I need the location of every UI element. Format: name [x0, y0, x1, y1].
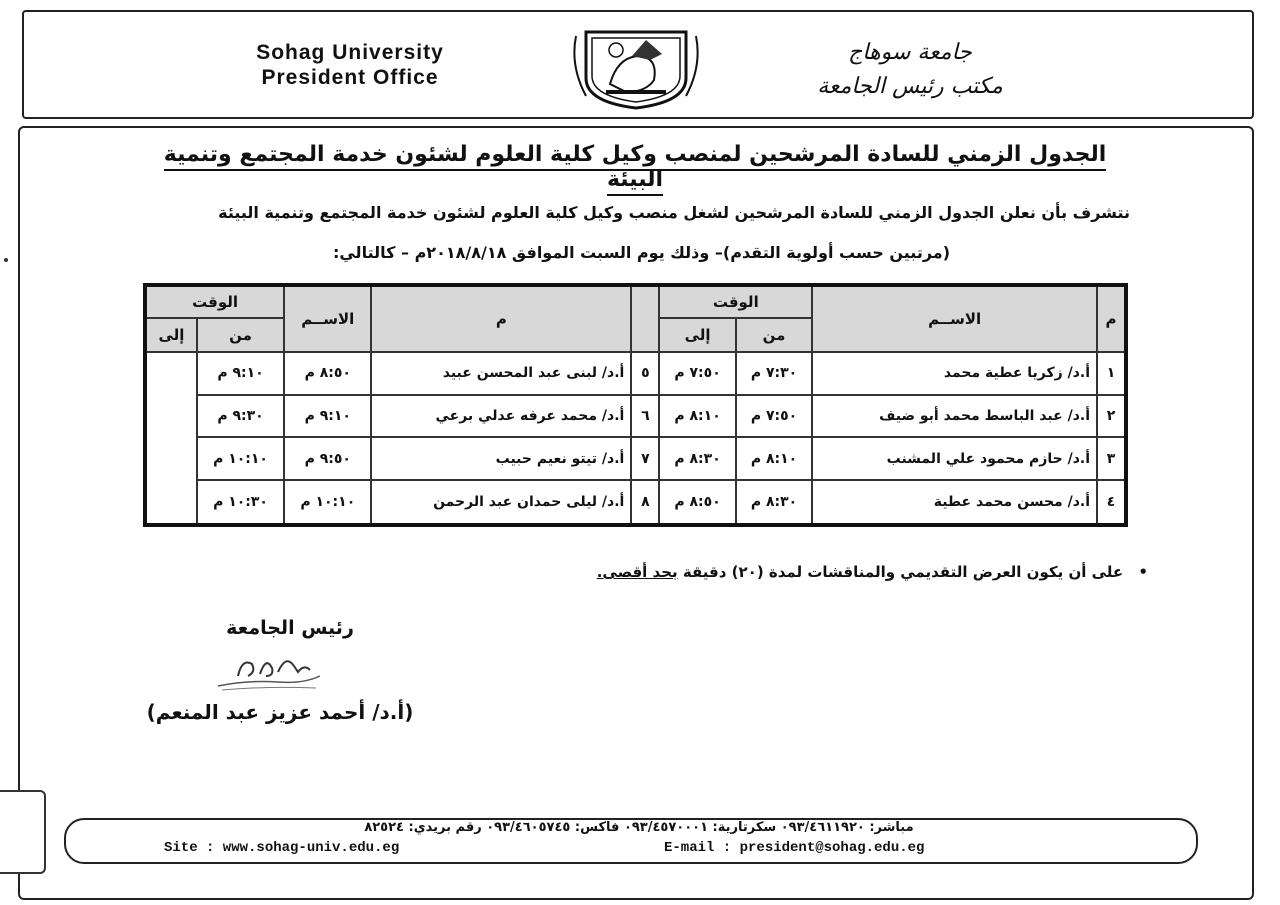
- candidate-number: ٦: [631, 395, 659, 438]
- office-name-ar: مكتب رئيس الجامعة: [817, 74, 1003, 99]
- presentation-note: [548, 563, 1148, 581]
- header-name: الاســم: [812, 285, 1097, 352]
- intro-paragraph: نتشرف بأن نعلن الجدول الزمني للسادة المرشحين لشغل منصب وكيل كلية العلوم لشئون خدمة المجتمع وتنمية البيئة: [218, 203, 1130, 222]
- signatory-name: (أ.د/ أحمد عزيز عبد المنعم): [146, 700, 414, 724]
- candidate-name: أ.د/ عبد الباسط محمد أبو ضيف: [812, 395, 1097, 438]
- time-to: ٨:٣٠ م: [659, 437, 735, 480]
- candidate-number: ٥: [631, 352, 659, 395]
- header-to: إلى: [145, 318, 197, 352]
- time-to: ٨:٥٠ م: [659, 480, 735, 525]
- candidate-number: ٢: [1097, 395, 1126, 438]
- table-row: [145, 480, 1126, 525]
- office-name-en: President Office: [261, 66, 439, 89]
- signatory-title: رئيس الجامعة: [226, 617, 354, 639]
- time-from: ١٠:١٠ م: [284, 480, 371, 525]
- time-from: ٨:٥٠ م: [284, 352, 371, 395]
- candidate-number: ١: [1097, 352, 1126, 395]
- candidate-name: أ.د/ حازم محمود علي المشنب: [812, 437, 1097, 480]
- time-to: ٧:٥٠ م: [659, 352, 735, 395]
- candidate-name: أ.د/ ليلى حمدان عبد الرحمن: [371, 480, 631, 525]
- university-logo-icon: [566, 26, 706, 110]
- scan-mark: [4, 258, 8, 262]
- time-from: ٧:٥٠ م: [736, 395, 812, 438]
- candidate-name: أ.د/ لبنى عبد المحسن عبيد: [371, 352, 631, 395]
- bullet-icon: •: [1138, 563, 1148, 581]
- table-row: [145, 352, 1126, 395]
- time-to: ١٠:١٠ م: [197, 437, 284, 480]
- time-to: ٩:١٠ م: [197, 352, 284, 395]
- time-from: ٨:٣٠ م: [736, 480, 812, 525]
- time-to: ١٠:٣٠ م: [197, 480, 284, 525]
- candidate-number: ٨: [631, 480, 659, 525]
- document-title: الجدول الزمني للسادة المرشحين لمنصب وكيل كلية العلوم لشئون خدمة المجتمع وتنمية البيئة: [140, 142, 1130, 192]
- candidate-name: أ.د/ محمد عرفه عدلي برعي: [371, 395, 631, 438]
- handwritten-signature-icon: [208, 646, 328, 696]
- candidate-name: أ.د/ محسن محمد عطية: [812, 480, 1097, 525]
- candidate-number: ٧: [631, 437, 659, 480]
- letterhead-arabic: [760, 36, 1060, 104]
- intro-date-line: (مرتبين حسب أولوية التقدم)– وذلك يوم السبت الموافق ٢٠١٨/٨/١٨م – كالتالي:: [332, 243, 950, 262]
- header-time: الوقت: [659, 285, 812, 318]
- time-from: ٩:٥٠ م: [284, 437, 371, 480]
- header-name: الاســم: [284, 285, 371, 352]
- time-to: ٨:١٠ م: [659, 395, 735, 438]
- schedule-table: [143, 283, 1128, 527]
- footer-contacts: مباشر: ٠٩٣/٤٦١١٩٢٠ سكرتارية: ٠٩٣/٤٥٧٠٠٠١ فاكس: ٠٩٣/٤٦٠٥٧٤٥ رقم بريدي: ٨٢٥٢٤: [364, 820, 914, 835]
- candidate-number: ٤: [1097, 480, 1126, 525]
- letterhead-english: [200, 40, 500, 90]
- table-separator: [631, 285, 659, 352]
- candidate-name: أ.د/ زكريا عطية محمد: [812, 352, 1097, 395]
- header-from: من: [197, 318, 284, 352]
- header-from: من: [736, 318, 812, 352]
- header-num: م: [371, 285, 631, 352]
- university-name-ar: جامعة سوهاج: [848, 40, 972, 65]
- note-text: على أن يكون العرض التقديمي والمناقشات لمدة (٢٠) دقيقة: [682, 563, 1124, 581]
- footer-site: Site : www.sohag-univ.edu.eg: [164, 840, 400, 856]
- time-from: ٧:٣٠ م: [736, 352, 812, 395]
- time-from: ٩:١٠ م: [284, 395, 371, 438]
- time-from: ٨:١٠ م: [736, 437, 812, 480]
- note-emphasis: بحد أقصى.: [596, 563, 678, 581]
- footer-email: E-mail : president@sohag.edu.eg: [664, 840, 925, 856]
- university-name-en: Sohag University: [256, 41, 444, 64]
- table-row: [145, 395, 1126, 438]
- header-time: الوقت: [145, 285, 284, 318]
- page-edge-tab: [0, 790, 46, 874]
- candidate-name: أ.د/ تيتو نعيم حبيب: [371, 437, 631, 480]
- candidate-number: ٣: [1097, 437, 1126, 480]
- table-row: [145, 437, 1126, 480]
- time-to: ٩:٣٠ م: [197, 395, 284, 438]
- header-to: إلى: [659, 318, 735, 352]
- header-num: م: [1097, 285, 1126, 352]
